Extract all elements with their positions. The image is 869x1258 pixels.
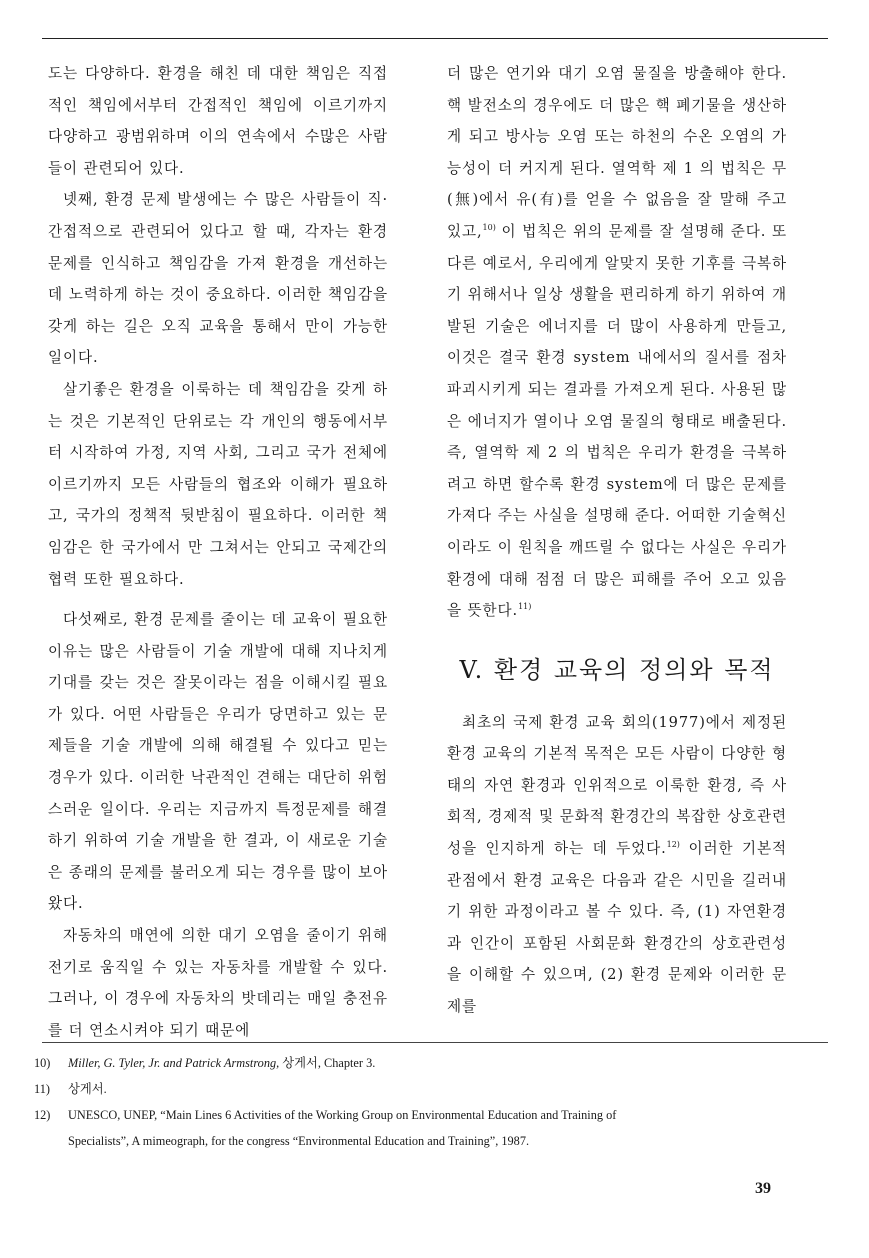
footnote-10	[34, 1050, 814, 1076]
left-paragraph-4: 다섯째로, 환경 문제를 줄이는 데 교육이 필요한 이유는 많은 사람들이 기술 개발에 대해 지나치게 기대를 갖는 것은 잘못이라는 점을 이해시킬 필요가 있다. 어떤 사람들은 우리가 당면하고 있는 문제들을 기술 개발에 의해 해결될 수 있다고 믿는 경우가 있다. 이러한 낙관적인 견해는 대단히 위험스러운 일이다. 우리는 지금까지 특정문제를 해결하기 위하여 기술 개발을 한 결과, 이 새로운 기술은 종래의 문제를 불러오게 되는 경우를 많이 보아왔다.	[48, 611, 388, 913]
footnote-ref-11: 11)	[518, 602, 532, 612]
footnote-11-number: 11)	[34, 1082, 50, 1096]
footnote-10-authors: Miller, G. Tyler, Jr. and Patrick Armstrong,	[68, 1056, 280, 1070]
footnote-11-text: 상게서.	[68, 1082, 107, 1096]
footnote-12-continuation: Specialists”, A mimeograph, for the congress “Environmental Education and Training”, 1987.	[68, 1134, 530, 1148]
right-paragraph-1-part-b: 이 법칙은 위의 문제를 잘 설명해 준다. 또 다른 예로서, 우리에게 알맞지 못한 기후를 극복하기 위해서나 일상 생활을 편리하게 하기 위하여 개발된 기술은 에너지를 더 많이 사용하게 만들고, 이것은 결국 환경 system 내에서의 질서를 점차 파괴시키게 되는 결과를 가져오게 된다. 사용된 많은 에너지가 열이나 오염 물질의 형태로 배출된다. 즉, 열역학 제 2 의 법칙은 우리가 환경을 극복하려고 하면 할수록 환경 system에 더 많은 문제를 가져다 주는 사실을 설명해 준다. 어떠한 기술혁신이라도 이 원칙을 깨뜨릴 수 없다는 사실은 우리가 환경에 대해 점점 더 많은 피해를 주어 오고 있음을 뜻한다.	[447, 222, 787, 620]
left-column	[48, 58, 388, 1046]
right-column	[447, 58, 787, 1023]
left-paragraph-2: 넷째, 환경 문제 발생에는 수 많은 사람들이 직·간접적으로 관련되어 있다고 할 때, 각자는 환경 문제를 인식하고 책임감을 가져 환경을 개선하는 데 노력하게 하는 것이 중요하다. 이러한 책임감을 갖게 하는 길은 오직 교육을 통해서 만이 가능한 일이다.	[48, 191, 388, 367]
footnotes	[34, 1050, 814, 1154]
right-paragraph-2	[447, 707, 787, 1023]
section-heading: V. 환경 교육의 정의와 목적	[459, 655, 775, 684]
left-paragraph-3: 살기좋은 환경을 이룩하는 데 책임감을 갖게 하는 것은 기본적인 단위로는 각 개인의 행동에서부터 시작하여 가정, 지역 사회, 그리고 국가 전체에 이르기까지 모든 사람들의 협조와 이해가 필요하고, 국가의 정책적 뒷받침이 필요하다. 이러한 책임감은 한 국가에서 만 그쳐서는 안되고 국제간의 협력 또한 필요하다.	[48, 380, 388, 588]
left-paragraph-5: 자동차의 매연에 의한 대기 오염을 줄이기 위해 전기로 움직일 수 있는 자동차를 개발할 수 있다. 그러나, 이 경우에 자동차의 밧데리는 매일 충전유를 더 연소시켜야 되기 때문에	[48, 927, 388, 1039]
top-rule	[42, 38, 828, 39]
right-paragraph-2-part-b: 이러한 기본적 관점에서 환경 교육은 다음과 같은 시민을 길러내기 위한 과정이라고 볼 수 있다. 즉, (1) 자연환경과 인간이 포함된 사회문화 환경간의 상호관련성을 이해할 수 있으며, (2) 환경 문제와 이러한 문제를	[447, 840, 787, 1016]
footnote-11	[34, 1076, 814, 1102]
footnote-10-number: 10)	[34, 1056, 51, 1070]
footnote-12	[34, 1102, 814, 1128]
footnote-ref-12: 12)	[666, 840, 680, 850]
left-paragraph-1: 도는 다양하다. 환경을 해친 데 대한 책임은 직접적인 책임에서부터 간접적인 책임에 이르기까지 다양하고 광범위하며 이의 연속에서 수많은 사람들이 관련되어 있다.	[48, 65, 388, 177]
footnote-10-source: 상게서, Chapter 3.	[279, 1056, 376, 1070]
page-number: 39	[755, 1180, 771, 1197]
footnote-ref-10: 10)	[482, 222, 496, 232]
right-paragraph-1	[447, 58, 787, 627]
footnote-12-line-1: UNESCO, UNEP, “Main Lines 6 Activities of the Working Group on Environmental Education and Training of	[68, 1108, 617, 1122]
right-paragraph-2-part-a: 최초의 국제 환경 교육 회의(1977)에서 제정된 환경 교육의 기본적 목적은 모든 사람이 다양한 형태의 자연 환경과 인위적으로 이룩한 환경, 즉 사회적, 경제적 및 문화적 환경간의 복잡한 상호관련성을 인지하게 하는 데 두었다.	[447, 713, 787, 858]
footnote-12-number: 12)	[34, 1108, 51, 1122]
right-paragraph-1-part-a: 더 많은 연기와 대기 오염 물질을 방출해야 한다. 핵 발전소의 경우에도 더 많은 핵 폐기물을 생산하게 되고 방사능 오염 또는 하천의 수온 오염의 가능성이 더 커지게 된다. 열역학 제 1 의 법칙은 무(無)에서 유(有)를 얻을 수 없음을 잘 말해 주고 있고,	[447, 65, 787, 240]
footnote-rule	[42, 1042, 828, 1043]
